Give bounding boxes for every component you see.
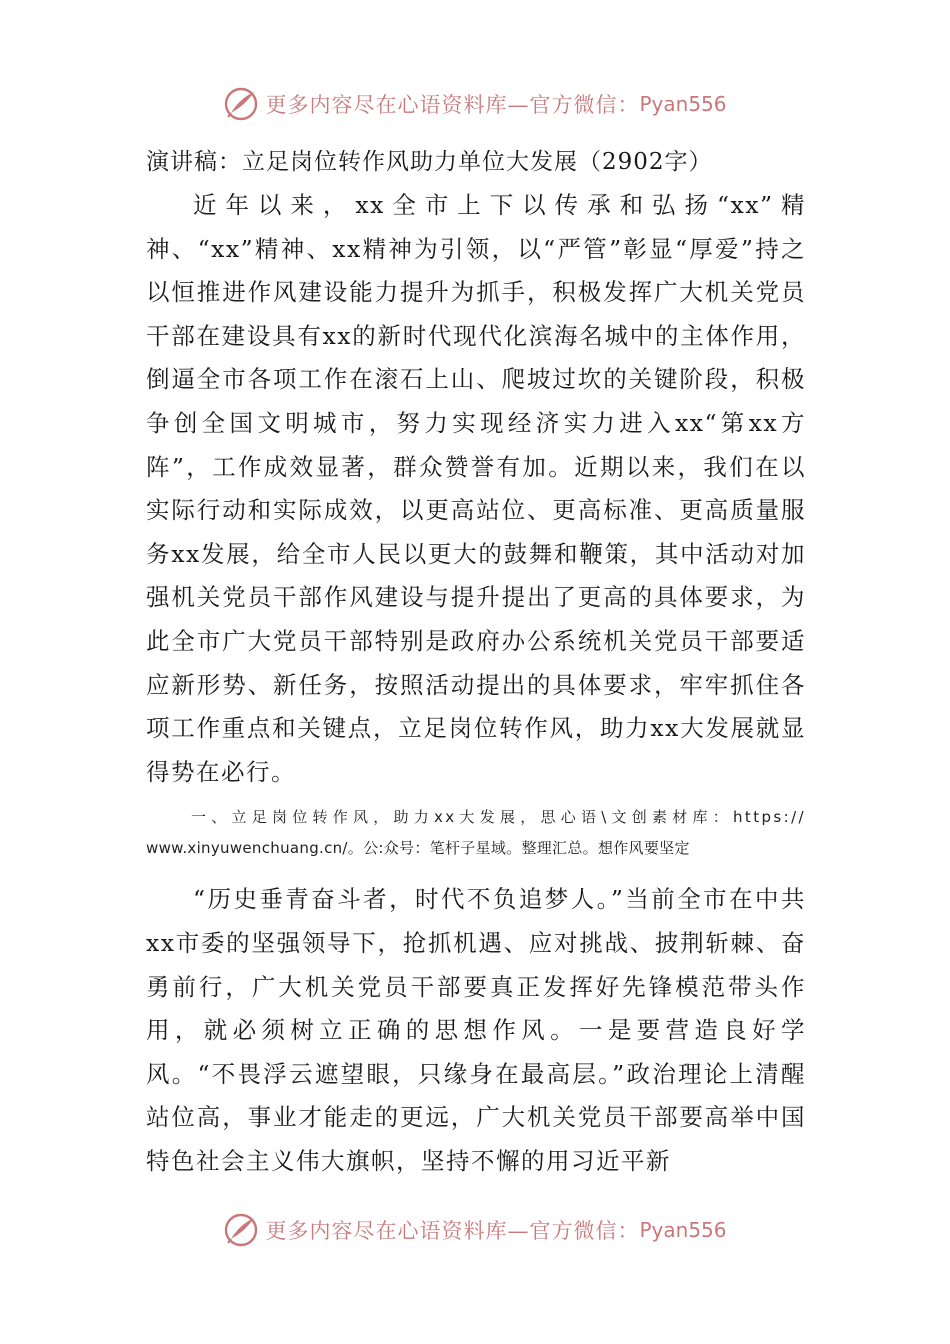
- banner-text: 更多内容尽在心语资料库—官方微信：: [265, 1219, 640, 1243]
- section-heading-1-line1: 一、立足岗位转作风，助力xx大发展，思心语\文创素材库：https://: [191, 808, 806, 827]
- watermark-banner-top: [0, 84, 950, 124]
- section-heading-1-line2: www.xinyuwenchuang.cn/。公:众号：笔杆子星域。整理汇总。想作风要坚定: [146, 839, 690, 858]
- feather-pen-logo-icon: [223, 86, 259, 122]
- banner-wechat-id: Pyan556: [639, 1218, 727, 1242]
- watermark-banner-bottom: [0, 1210, 950, 1250]
- paragraph-section-1: “历史垂青奋斗者，时代不负追梦人。”当前全市在中共xx市委的坚强领导下，抢抓机遇、应对挑战、披荆斩棘、奋勇前行，广大机关党员干部要真正发挥好先锋模范带头作用，就必须树立正确的思想作风。一是要营造良好学风。“不畏浮云遮望眼，只缘身在最高层。”政治理论上清醒站位高，事业才能走的更远，广大机关党员干部要高举中国特色社会主义伟大旗帜，坚持不懈的用习近平新: [146, 885, 806, 1175]
- section-heading-1: [146, 802, 806, 864]
- document-body: [146, 140, 806, 1183]
- banner-wechat-id: Pyan556: [639, 92, 727, 116]
- banner-text: 更多内容尽在心语资料库—官方微信：: [265, 93, 640, 117]
- document-title: 演讲稿：立足岗位转作风助力单位大发展（2902字）: [146, 149, 713, 175]
- paragraph-intro: 近年以来，xx全市上下以传承和弘扬“xx”精神、“xx”精神、xx精神为引领，以“严管”彰显“厚爱”持之以恒推进作风建设能力提升为抓手，积极发挥广大机关党员干部在建设具有xx的新时代现代化滨海名城中的主体作用，倒逼全市各项工作在滚石上山、爬坡过坎的关键阶段，积极争创全国文明城市，努力实现经济实力进入xx“第xx方阵”，工作成效显著，群众赞誉有加。近期以来，我们在以实际行动和实际成效，以更高站位、更高标准、更高质量服务xx发展，给全市人民以更大的鼓舞和鞭策，其中活动对加强机关党员干部作风建设与提升提出了更高的具体要求，为此全市广大党员干部特别是政府办公系统机关党员干部要适应新形势、新任务，按照活动提出的具体要求，牢牢抓住各项工作重点和关键点，立足岗位转作风，助力xx大发展就显得势在必行。: [146, 191, 806, 786]
- feather-pen-logo-icon: [223, 1212, 259, 1248]
